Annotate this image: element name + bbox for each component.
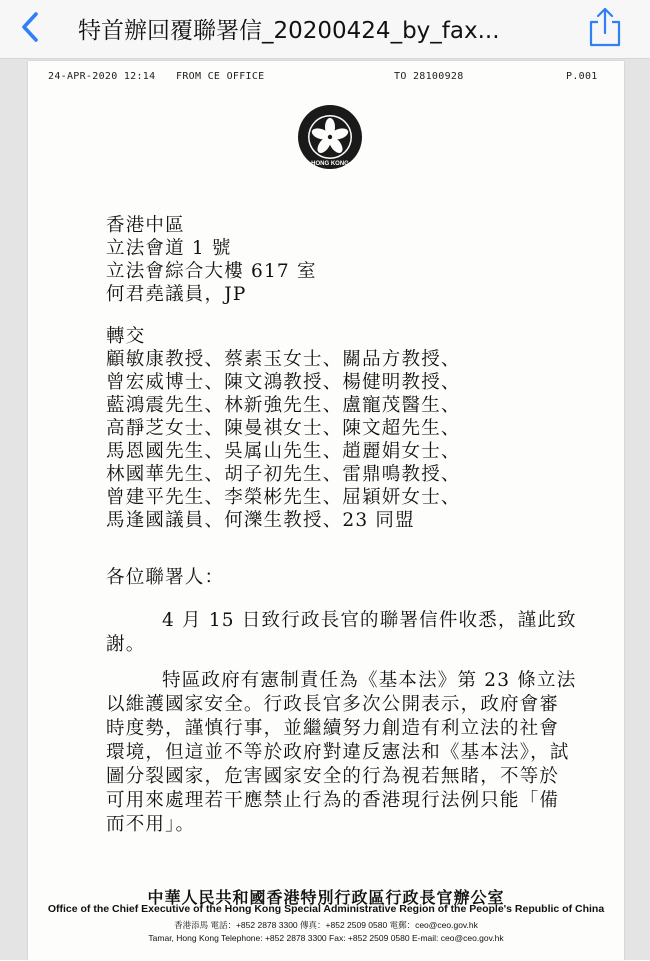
footer-contact-chinese: 香港添馬 電話：+852 2878 3300 傳真：+852 2509 0580 電郵：ceo@ceo.gov.hk bbox=[174, 920, 478, 930]
address-line: 香港中區 bbox=[106, 215, 185, 236]
recipient-line: 馬逢國議員、何濼生教授、23 同盟 bbox=[106, 510, 415, 531]
back-button[interactable] bbox=[14, 10, 48, 44]
document-viewer[interactable] bbox=[0, 59, 650, 960]
fax-to: TO 28100928 bbox=[394, 71, 464, 82]
fax-date-time: 24-APR-2020 12:14 bbox=[48, 71, 156, 82]
recipient-line: 林國華先生、胡子初先生、雷鼎鳴教授、 bbox=[106, 464, 461, 485]
address-line: 立法會綜合大樓 617 室 bbox=[106, 261, 317, 282]
chevron-left-icon bbox=[14, 10, 48, 44]
fax-from: FROM CE OFFICE bbox=[176, 71, 265, 82]
recipient-line: 顧敏康教授、蔡素玉女士、關品方教授、 bbox=[106, 349, 461, 370]
emblem-text: HONG KONG bbox=[311, 161, 349, 167]
recipient-line: 曾宏威博士、陳文鴻教授、楊健明教授、 bbox=[106, 372, 461, 393]
share-button[interactable] bbox=[588, 6, 622, 48]
salutation: 各位聯署人： bbox=[106, 567, 225, 588]
paragraph-line: 可用來處理若干應禁止行為的香港現行法例只能「備 bbox=[106, 790, 560, 811]
paragraph-line: 以維護國家安全。行政長官多次公開表示，政府會審 bbox=[106, 694, 560, 715]
forward-label: 轉交 bbox=[106, 326, 146, 347]
paragraph-line: 而不用」。 bbox=[106, 814, 196, 835]
fax-page-number: P.001 bbox=[566, 71, 598, 82]
hong-kong-emblem-icon bbox=[296, 103, 364, 171]
recipient-line: 馬恩國先生、吳属山先生、趙麗娟女士、 bbox=[106, 441, 461, 462]
share-icon bbox=[588, 6, 622, 48]
paragraph-line: 特區政府有憲制責任為《基本法》第 23 條立法 bbox=[162, 670, 577, 691]
paragraph-line: 環境，但這並不等於政府對違反憲法和《基本法》，試 bbox=[106, 742, 570, 763]
document-title: 特首辦回覆聯署信_20200424_by_fax... bbox=[78, 18, 500, 44]
paragraph-line: 4 月 15 日致行政長官的聯署信件收悉，謹此致 bbox=[162, 610, 577, 631]
paragraph-line: 謝。 bbox=[106, 634, 146, 655]
top-bar bbox=[0, 0, 650, 59]
address-line: 立法會道 1 號 bbox=[106, 238, 232, 259]
paragraph-line: 時度勢，謹慎行事，並繼續努力創造有利立法的社會 bbox=[106, 718, 560, 739]
footer-contact-english: Tamar, Hong Kong Telephone: +852 2878 3300 Fax: +852 2509 0580 E-mail: ceo@ceo.gov.hk bbox=[148, 933, 504, 943]
address-line: 何君堯議員，JP bbox=[106, 284, 247, 305]
recipient-line: 藍鴻震先生、林新強先生、盧寵茂醫生、 bbox=[106, 395, 461, 416]
footer-office-chinese: 中華人民共和國香港特別行政區行政長官辦公室 bbox=[147, 888, 505, 907]
recipient-line: 高靜芝女士、陳曼祺女士、陳文超先生、 bbox=[106, 418, 461, 439]
fax-page bbox=[28, 61, 624, 961]
footer-office-english: Office of the Chief Executive of the Hong Kong Special Administrative Region of the People's Republic of China bbox=[47, 903, 605, 915]
recipient-line: 曾建平先生、李榮彬先生、屈穎妍女士、 bbox=[106, 487, 461, 508]
paragraph-line: 圖分裂國家，危害國家安全的行為視若無睹，不等於 bbox=[106, 766, 560, 787]
